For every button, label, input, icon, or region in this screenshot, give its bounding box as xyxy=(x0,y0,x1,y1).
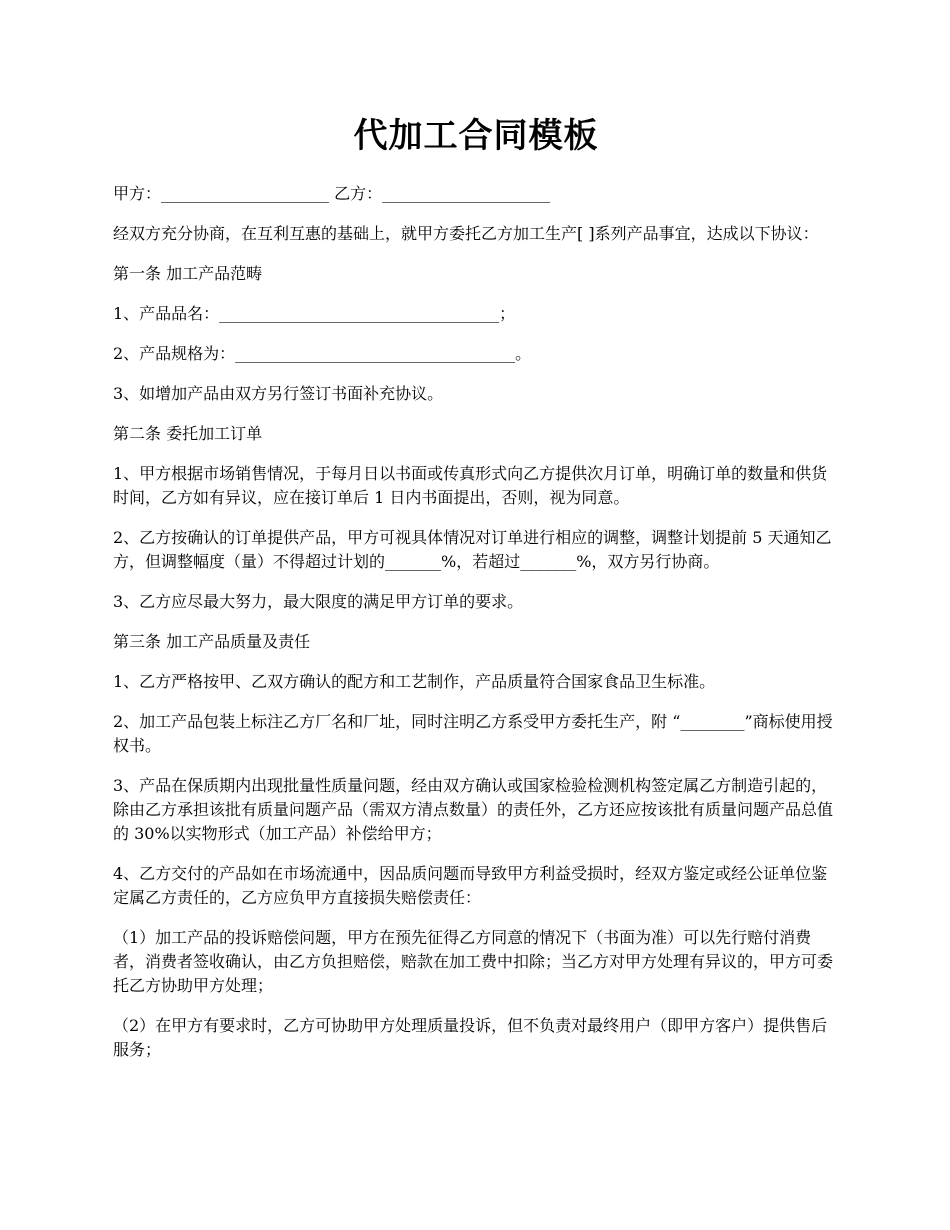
article-1-clause-1: 1、产品品名：___________________________________； xyxy=(113,304,516,323)
article-2-heading: 第二条 委托加工订单 xyxy=(113,424,263,443)
article-2-clause-1: 1、甲方根据市场销售情况，于每月日以书面或传真形式向乙方提供次月订单，明确订单的数量和供货时间，乙方如有异议，应在接订单后 1 日内书面提出，否则，视为同意。 xyxy=(113,464,828,507)
article-2-clause-3: 3、乙方应尽最大努力，最大限度的满足甲方订单的要求。 xyxy=(113,592,524,611)
article-3-subclause-1: （1）加工产品的投诉赔偿问题，甲方在预先征得乙方同意的情况下（书面为准）可以先行赔付消费者，消费者签收确认，由乙方负担赔偿，赔款在加工费中扣除；当乙方对甲方处理有异议的，甲方可委托乙方协助甲方处理； xyxy=(113,928,834,995)
article-3-clause-3: 3、产品在保质期内出现批量性质量问题，经由双方确认或国家检验检测机构签定属乙方制造引起的，除由乙方承担该批有质量问题产品（需双方清点数量）的责任外，乙方还应按该批有质量问题产品总值的 30%以实物形式（加工产品）补偿给甲方； xyxy=(113,776,834,843)
article-1-clause-2: 2、产品规格为：___________________________________。 xyxy=(113,344,532,363)
article-1-clause-3: 3、如增加产品由双方另行签订书面补充协议。 xyxy=(113,384,444,403)
article-3-clause-4: 4、乙方交付的产品如在市场流通中，因品质问题而导致甲方利益受损时，经双方鉴定或经公证单位鉴定属乙方责任的，乙方应负甲方直接损失赔偿责任： xyxy=(113,864,828,907)
document-title: 代加工合同模板 xyxy=(353,116,599,156)
article-3-subclause-2: （2）在甲方有要求时，乙方可协助甲方处理质量投诉，但不负责对最终用户（即甲方客户）提供售后服务； xyxy=(113,1016,828,1059)
article-1-heading: 第一条 加工产品范畴 xyxy=(113,264,263,283)
article-3-heading: 第三条 加工产品质量及责任 xyxy=(113,632,311,651)
party-line: 甲方：_____________________ 乙方：_____________________ xyxy=(113,184,551,203)
document-body xyxy=(113,112,839,1078)
article-2-clause-2: 2、乙方按确认的订单提供产品，甲方可视具体情况对订单进行相应的调整，调整计划提前 5 天通知乙方，但调整幅度（量）不得超过计划的_______%，若超过_______%，双方另行协商。 xyxy=(113,528,832,571)
preamble-paragraph: 经双方充分协商，在互利互惠的基础上，就甲方委托乙方加工生产[ ]系列产品事宜，达成以下协议： xyxy=(113,224,819,243)
article-3-clause-1: 1、乙方严格按甲、乙双方确认的配方和工艺制作，产品质量符合国家食品卫生标准。 xyxy=(113,672,716,691)
article-3-clause-2: 2、加工产品包装上标注乙方厂名和厂址，同时注明乙方系受甲方委托生产，附 “________”商标使用授权书。 xyxy=(113,712,833,755)
